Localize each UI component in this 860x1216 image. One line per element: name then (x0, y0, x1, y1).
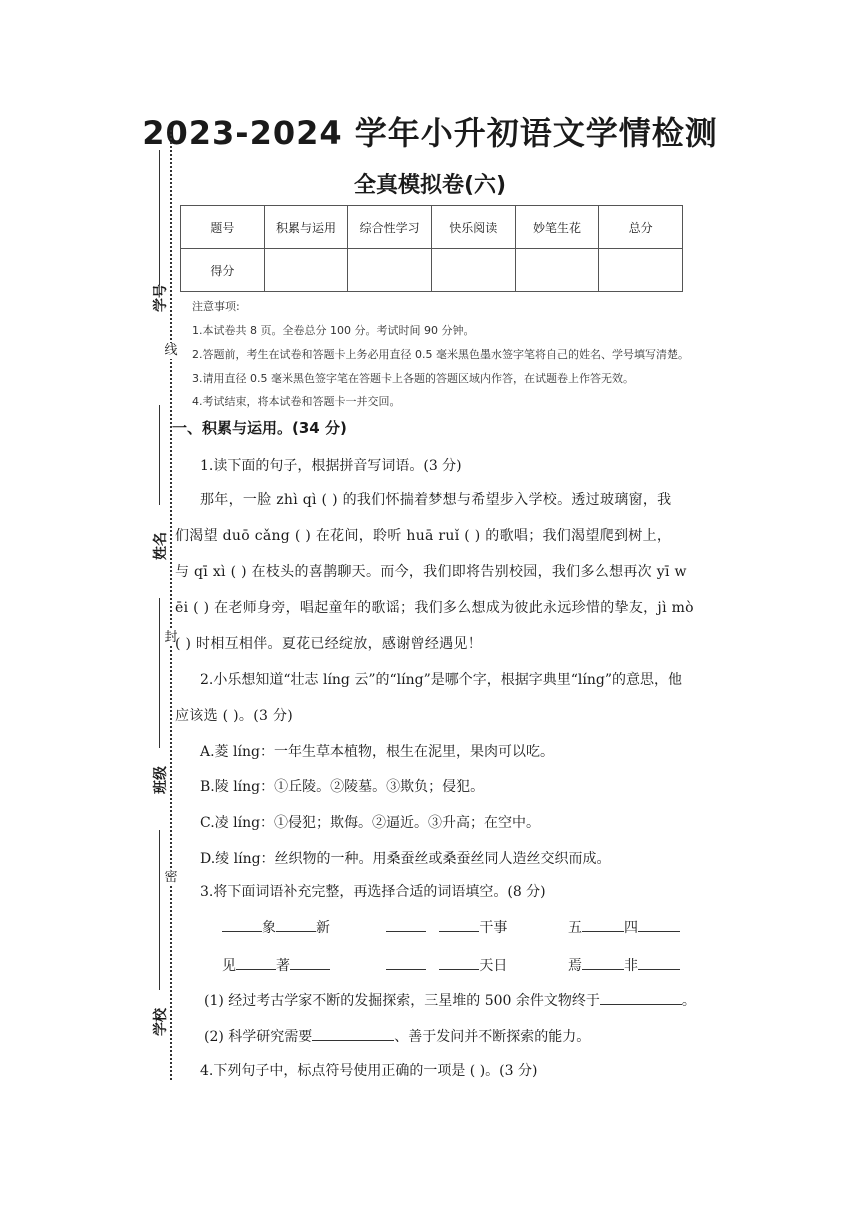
fill-blank[interactable] (439, 969, 479, 970)
table-header-cell: 妙笔生花 (515, 206, 599, 249)
table-row-label: 得分 (181, 249, 265, 292)
notice-item: 3.请用直径 0.5 毫米黑色签字笔在答题卡上各题的答题区域内作答，在试题卷上作答无效。 (192, 372, 634, 385)
question-3-stem: 3.将下面词语补充完整，再选择合适的词语填空。(8 分) (200, 884, 546, 900)
score-table (180, 205, 683, 292)
question-3-sentence-1: (1) 经过考古学家不断的发掘探索，三星堆的 500 余件文物终于 。 (204, 993, 696, 1009)
page-subtitle: 全真模拟卷(六) (353, 173, 507, 198)
page-title: 2023-2024 学年小升初语文学情检测 (142, 114, 718, 152)
name-label: 姓名 (153, 532, 169, 560)
question-2-option-a: A.菱 líng：一年生草本植物，根生在泥里，果肉可以吃。 (200, 744, 554, 760)
class-blank[interactable] (159, 598, 160, 748)
question-2-option-c: C.凌 líng：①侵犯；欺侮。②逼近。③升高；在空中。 (200, 815, 541, 831)
fill-blank[interactable] (638, 969, 680, 970)
notice-heading: 注意事项: (192, 300, 240, 313)
question-2-option-b: B.陵 líng：①丘陵。②陵墓。③欺负；侵犯。 (200, 779, 485, 795)
score-cell[interactable] (599, 249, 683, 292)
notice-item: 2.答题前，考生在试卷和答题卡上务必用直径 0.5 毫米黑色墨水签字笔将自己的姓名、学号填写清楚。 (192, 348, 689, 361)
notice-item: 4.考试结束，将本试卷和答题卡一并交回。 (192, 395, 401, 408)
question-4-stem: 4.下列句子中，标点符号使用正确的一项是 ( )。(3 分) (200, 1063, 538, 1079)
question-1-line: 们渴望 duō cǎng ( ) 在花间，聆听 huā ruǐ ( ) 的歌唱；我们渴望爬到树上， (175, 528, 672, 544)
question-2-stem: 2.小乐想知道“壮志 líng 云”的“líng”是哪个字，根据字典里“líng”的意思，他 (200, 672, 683, 688)
score-table-header-row (181, 206, 683, 249)
table-header-cell: 快乐阅读 (431, 206, 515, 249)
binding-mark-mi: 密 (164, 870, 178, 885)
question-1-line: 那年，一脸 zhì qì ( ) 的我们怀揣着梦想与希望步入学校。透过玻璃窗，我 (200, 492, 672, 508)
fill-blank[interactable] (236, 969, 276, 970)
name-blank[interactable] (159, 405, 160, 505)
notice-item: 1.本试卷共 8 页。全卷总分 100 分。考试时间 90 分钟。 (192, 324, 475, 337)
table-header-cell: 综合性学习 (348, 206, 432, 249)
fill-blank[interactable] (386, 969, 426, 970)
score-cell[interactable] (431, 249, 515, 292)
fill-blank[interactable] (439, 931, 479, 932)
score-cell[interactable] (348, 249, 432, 292)
class-label: 班级 (153, 766, 169, 794)
question-1-stem: 1.读下面的句子，根据拼音写词语。(3 分) (200, 458, 462, 474)
question-2-stem-cont: 应该选 ( )。(3 分) (175, 708, 294, 724)
fill-blank[interactable] (600, 1004, 682, 1005)
question-1-line: 与 qī xì ( ) 在枝头的喜鹊聊天。而今，我们即将告别校园，我们多么想再次 yī w (175, 564, 687, 580)
school-blank[interactable] (159, 830, 160, 990)
table-header-cell: 积累与运用 (264, 206, 348, 249)
binding-mark-xian: 线 (164, 343, 178, 358)
question-1-line: ( ) 时相互相伴。夏花已经绽放，感谢曾经遇见！ (175, 636, 483, 652)
binding-mark-feng: 封 (164, 630, 178, 645)
score-cell[interactable] (264, 249, 348, 292)
table-header-cell: 题号 (181, 206, 265, 249)
question-2-option-d: D.绫 líng：丝织物的一种。用桑蚕丝或桑蚕丝同人造丝交织而成。 (200, 851, 611, 867)
fill-blank[interactable] (276, 931, 316, 932)
score-table-score-row (181, 249, 683, 292)
idiom-item: 天日 (386, 955, 507, 975)
fill-blank[interactable] (386, 931, 426, 932)
fill-blank[interactable] (638, 931, 680, 932)
idiom-item: 焉 非 (568, 955, 680, 975)
fill-blank[interactable] (290, 969, 330, 970)
fill-blank[interactable] (312, 1040, 394, 1041)
fill-blank[interactable] (582, 931, 624, 932)
student-id-label: 学号 (153, 284, 169, 312)
idiom-item: 见 著 (222, 955, 330, 975)
student-id-blank[interactable] (159, 150, 160, 285)
fill-blank[interactable] (222, 931, 262, 932)
question-1-line: ēi ( ) 在老师身旁，唱起童年的歌谣；我们多么想成为彼此永远珍惜的挚友，jì mò (175, 600, 694, 616)
section-heading: 一、积累与运用。(34 分) (172, 419, 347, 437)
idiom-item: 象 新 (222, 917, 330, 937)
idiom-item: 干事 (386, 917, 507, 937)
binding-dotted-line (170, 130, 172, 1080)
fill-blank[interactable] (582, 969, 624, 970)
school-label: 学校 (153, 1008, 169, 1036)
score-cell[interactable] (515, 249, 599, 292)
table-header-cell: 总分 (599, 206, 683, 249)
idiom-item: 五 四 (568, 917, 680, 937)
question-3-sentence-2: (2) 科学研究需要 、善于发问并不断探索的能力。 (204, 1029, 591, 1045)
